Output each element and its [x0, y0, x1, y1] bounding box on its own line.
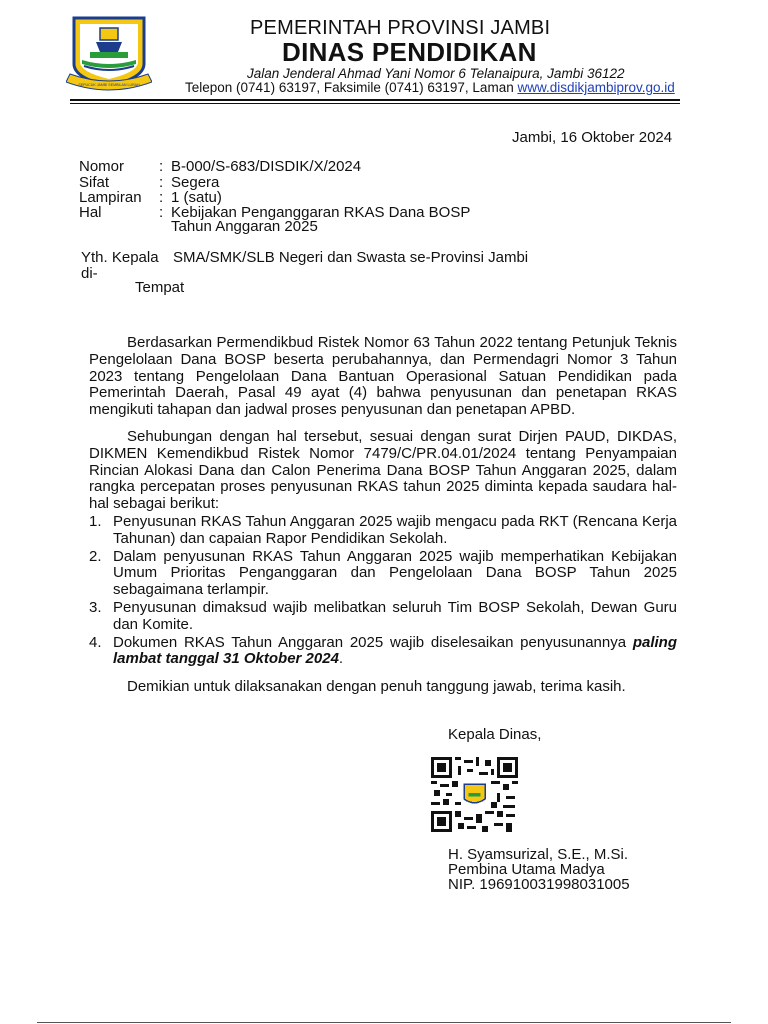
government-name: PEMERINTAH PROVINSI JAMBI: [250, 17, 551, 39]
website-link[interactable]: www.disdikjambiprov.go.id: [517, 80, 675, 95]
signatory-nip: NIP. 196910031998031005: [448, 876, 630, 893]
list-number: 3.: [89, 598, 102, 616]
meta-value: 1 (satu): [171, 189, 222, 206]
qr-code: [431, 757, 518, 832]
place-date: Jambi, 16 Oktober 2024: [512, 129, 673, 146]
list-text: Penyusunan RKAS Tahun Anggaran 2025 wajib mengacu pada RKT (Rencana Kerja Tahunan) dan capaian Rapor Pendidikan Sekolah.: [113, 513, 677, 547]
office-address: Jalan Jenderal Ahmad Yani Nomor 6 Telanaipura, Jambi 36122: [247, 66, 625, 81]
office-name: DINAS PENDIDIKAN: [282, 37, 537, 67]
meta-hal-continued: Tahun Anggaran 2025: [171, 218, 318, 235]
list-text: Dokumen RKAS Tahun Anggaran 2025 wajib diselesaikan penyusunannya: [113, 633, 633, 651]
recipient-name: SMA/SMK/SLB Negeri dan Swasta se-Provinsi Jambi: [173, 249, 529, 266]
list-item: [89, 600, 677, 634]
header-rule: [70, 99, 680, 101]
meta-value: Kebijakan Penganggaran RKAS Dana BOSP: [171, 204, 471, 221]
meta-label: Hal: [79, 204, 102, 221]
list-item: [89, 635, 677, 669]
meta-label: Nomor: [79, 158, 125, 175]
deadline-emphasis: paling lambat tanggal 31 Oktober 2024: [113, 633, 677, 668]
body-paragraph-2: Sehubungan dengan hal tersebut, sesuai dengan surat Dirjen PAUD, DIKDAS, DIKMEN Kemendikbud Ristek Nomor 7479/C/PR.04.01/2024 tentang Penyampaian Rincian Alokasi Dana dan Calon Penerima Dana BOSP Tahun Anggaran 2025, dalam rangka percepatan proses penyusunan RKAS tahun 2025 diminta kepada saudara hal-hal sebagai berikut:: [89, 428, 677, 513]
logo-motto: SEPUCUK JAMBI SEMBILAN LURAH: [78, 83, 140, 87]
province-logo: [66, 12, 152, 96]
page-bottom-rule: [37, 1022, 731, 1023]
meta-colon: :: [159, 158, 164, 175]
office-contact: [185, 80, 675, 95]
meta-value: B-000/S-683/DISDIK/X/2024: [171, 158, 362, 175]
list-item: [89, 514, 677, 548]
closing-sentence: Demikian untuk dilaksanakan dengan penuh tanggung jawab, terima kasih.: [127, 678, 626, 695]
meta-colon: :: [159, 189, 164, 206]
contact-text: Telepon (0741) 63197, Faksimile (0741) 63197, Laman: [185, 80, 518, 95]
list-number: 4.: [89, 633, 102, 651]
meta-label: Sifat: [79, 174, 110, 191]
meta-label: Lampiran: [79, 189, 142, 206]
list-number: 1.: [89, 513, 102, 530]
list-item: [89, 549, 677, 599]
body-paragraph-1: Berdasarkan Permendikbud Ristek Nomor 63 Tahun 2022 tentang Petunjuk Teknis Pengelolaan Dana BOSP beserta perubahannya, dan Permendagri Nomor 3 Tahun 2023 tentang Pengelolaan Dana Bantuan Operasional Satuan Pendidikan pada Pemerintah Daerah, Pasal 49 ayat (4) bahwa penyusunan dan penetapan RKAS mengikuti tahapan dan jadwal proses penyusunan dan penetapan APBD.: [89, 334, 677, 419]
recipient-di: di-: [81, 265, 98, 282]
instruction-list: [89, 514, 677, 669]
signature-title: Kepala Dinas,: [448, 726, 542, 743]
recipient-place: Tempat: [135, 279, 185, 296]
list-text: Penyusunan dimaksud wajib melibatkan seluruh Tim BOSP Sekolah, Dewan Guru dan Komite.: [113, 598, 677, 633]
recipient-prefix: Yth. Kepala: [81, 249, 159, 266]
list-text: Dalam penyusunan RKAS Tahun Anggaran 2025 wajib memperhatikan Kebijakan Umum Prioritas Penganggaran dan Pengelolaan Dana BOSP Tahun 2025 sebagaimana terlampir.: [113, 547, 677, 599]
list-text-container: [113, 635, 677, 669]
signatory-name: H. Syamsurizal, S.E., M.Si.: [448, 846, 629, 863]
header-rule-thin: [70, 103, 680, 104]
list-number: 2.: [89, 547, 102, 565]
list-text-end: .: [338, 650, 344, 668]
signatory-rank: Pembina Utama Madya: [448, 861, 605, 878]
meta-colon: :: [159, 204, 164, 221]
meta-value: Segera: [171, 174, 220, 191]
meta-colon: :: [159, 174, 164, 191]
